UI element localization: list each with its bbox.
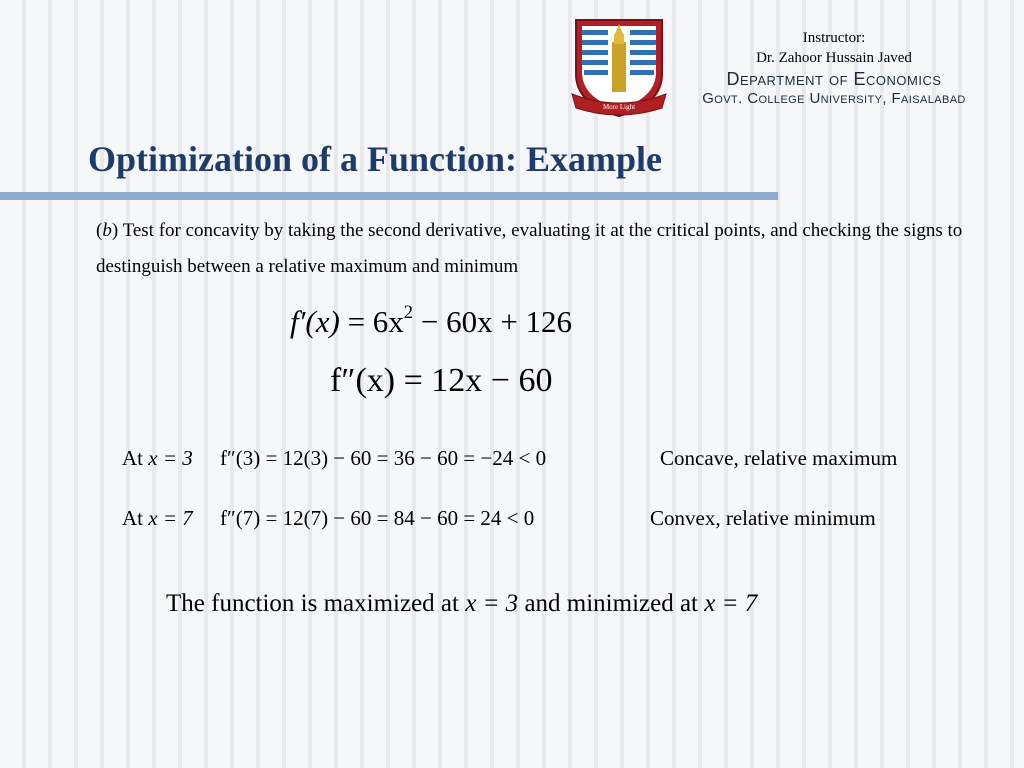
conclusion-statement xyxy=(166,590,757,618)
test-evaluation: f″(3) = 12(3) − 60 = 36 − 60 = −24 < 0 xyxy=(220,446,547,470)
first-derivative-rhs-b: − 60x + 126 xyxy=(413,304,573,339)
test-condition: x = 3 xyxy=(148,446,193,470)
test-evaluation: f″(7) = 12(7) − 60 = 84 − 60 = 24 < 0 xyxy=(220,506,535,530)
instructor-label: Instructor: xyxy=(802,30,866,46)
conclusion-text-a: The function is maximized at xyxy=(166,590,466,617)
instruction-paragraph: (b) Test for concavity by taking the second derivative, evaluating it at the critical points, and checking the signs to destinguish between a relative maximum and minimum xyxy=(96,220,963,277)
test-row-x3 xyxy=(122,446,546,471)
instruction-text: Test for concavity by taking the second derivative, evaluating it at the critical points, and checking the signs to destinguish between a relative maximum and minimum xyxy=(96,220,963,277)
part-label: b xyxy=(102,220,112,241)
test-row-x7 xyxy=(122,506,534,531)
conclusion-text-b: and minimized at xyxy=(518,590,705,617)
second-derivative-equation: f″(x) = 12x − 60 xyxy=(330,362,553,399)
test-result-x7: Convex, relative minimum xyxy=(650,506,876,530)
conclusion-condition-max: x = 3 xyxy=(465,590,519,617)
first-derivative-lhs: f′(x) xyxy=(290,304,340,339)
test-condition: x = 7 xyxy=(148,506,193,530)
instructor-name: Dr. Zahoor Hussain Javed xyxy=(756,50,912,66)
conclusion-condition-min: x = 7 xyxy=(704,590,758,617)
logo-motto-text: More Light xyxy=(602,103,636,111)
test-result-x3: Concave, relative maximum xyxy=(660,446,898,470)
department-name: Department of Economics xyxy=(726,69,942,89)
first-derivative-rhs-a: = 6x xyxy=(339,304,404,339)
slide-title: Optimization of a Function: Example xyxy=(88,139,662,179)
test-at-label: At xyxy=(122,506,143,530)
title-divider xyxy=(0,192,778,200)
test-at-label: At xyxy=(122,446,143,470)
header-text-block xyxy=(664,28,1004,108)
university-crest-logo xyxy=(570,16,668,118)
first-derivative-exponent: 2 xyxy=(403,302,414,324)
university-name: Govt. College University, Faisalabad xyxy=(702,90,966,107)
first-derivative-equation xyxy=(290,304,572,340)
